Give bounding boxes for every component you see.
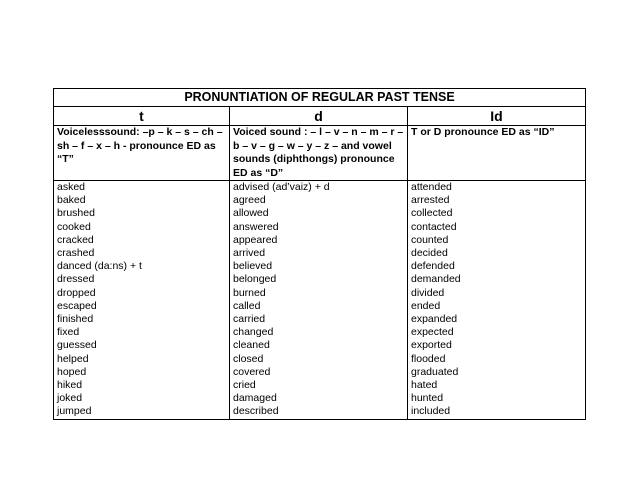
- word-item: counted: [411, 233, 449, 246]
- word-item: described: [233, 405, 279, 418]
- word-item: divided: [411, 286, 445, 299]
- word-item: carried: [233, 313, 266, 326]
- word-item: joked: [57, 392, 83, 405]
- word-item: collected: [411, 207, 453, 220]
- word-item: danced (da:ns) + t: [57, 260, 142, 273]
- pronunciation-table: [53, 88, 586, 420]
- word-item: hunted: [411, 392, 444, 405]
- word-item: dropped: [57, 286, 96, 299]
- column-description-id: T or D pronounce ED as “ID”: [408, 126, 586, 181]
- word-item: attended: [411, 181, 452, 193]
- word-item: hated: [411, 379, 438, 392]
- word-item: graduated: [411, 365, 459, 378]
- word-item: covered: [233, 365, 271, 378]
- word-item: asked: [57, 181, 86, 193]
- word-item: demanded: [411, 273, 461, 286]
- word-item: ended: [411, 299, 441, 312]
- word-item: included: [411, 405, 451, 418]
- word-item: appeared: [233, 233, 278, 246]
- column-letter-id: Id: [408, 107, 586, 126]
- word-item: hiked: [57, 379, 83, 392]
- word-item: cooked: [57, 220, 91, 233]
- title-row: [54, 89, 586, 107]
- word-item: allowed: [233, 207, 269, 220]
- word-item: escaped: [57, 299, 97, 312]
- word-item: finished: [57, 313, 94, 326]
- letter-row: [54, 107, 586, 126]
- word-item: advised (ad’vaiz) + d: [233, 181, 330, 193]
- word-item: decided: [411, 247, 448, 260]
- word-item: exported: [411, 339, 452, 352]
- column-letter-t: t: [54, 107, 230, 126]
- word-item: cleaned: [233, 339, 270, 352]
- word-item: baked: [57, 194, 86, 207]
- word-item: helped: [57, 352, 89, 365]
- column-letter-d: d: [230, 107, 408, 126]
- word-item: expanded: [411, 313, 458, 326]
- word-list-id: [408, 181, 586, 420]
- word-item: agreed: [233, 194, 266, 207]
- word-item: defended: [411, 260, 455, 273]
- word-item: guessed: [57, 339, 97, 352]
- words-row: [54, 181, 586, 420]
- word-item: answered: [233, 220, 279, 233]
- word-item: crashed: [57, 247, 95, 260]
- word-item: jumped: [57, 405, 92, 418]
- word-item: fixed: [57, 326, 80, 339]
- word-item: burned: [233, 286, 266, 299]
- word-item: expected: [411, 326, 454, 339]
- word-item: dressed: [57, 273, 95, 286]
- word-item: called: [233, 299, 261, 312]
- column-description-t: Voicelesssound: –p – k – s – ch – sh – f – x – h - pronounce ED as “T”: [54, 126, 230, 181]
- word-item: contacted: [411, 220, 457, 233]
- word-item: hoped: [57, 365, 87, 378]
- word-item: closed: [233, 352, 264, 365]
- word-item: changed: [233, 326, 274, 339]
- column-description-d: Voiced sound : – l – v – n – m – r – b – v – g – w – y – z – and vowel sounds (diphthongs) pronounce ED as “D”: [230, 126, 408, 181]
- word-item: damaged: [233, 392, 277, 405]
- word-item: arrested: [411, 194, 450, 207]
- word-item: arrived: [233, 247, 266, 260]
- word-item: cried: [233, 379, 256, 392]
- description-row: [54, 126, 586, 181]
- word-item: believed: [233, 260, 273, 273]
- word-item: flooded: [411, 352, 446, 365]
- word-item: cracked: [57, 233, 94, 246]
- word-list-t: [54, 181, 230, 420]
- table-title: PRONUNTIATION OF REGULAR PAST TENSE: [54, 89, 586, 107]
- word-item: belonged: [233, 273, 277, 286]
- word-list-d: [230, 181, 408, 420]
- word-item: brushed: [57, 207, 95, 220]
